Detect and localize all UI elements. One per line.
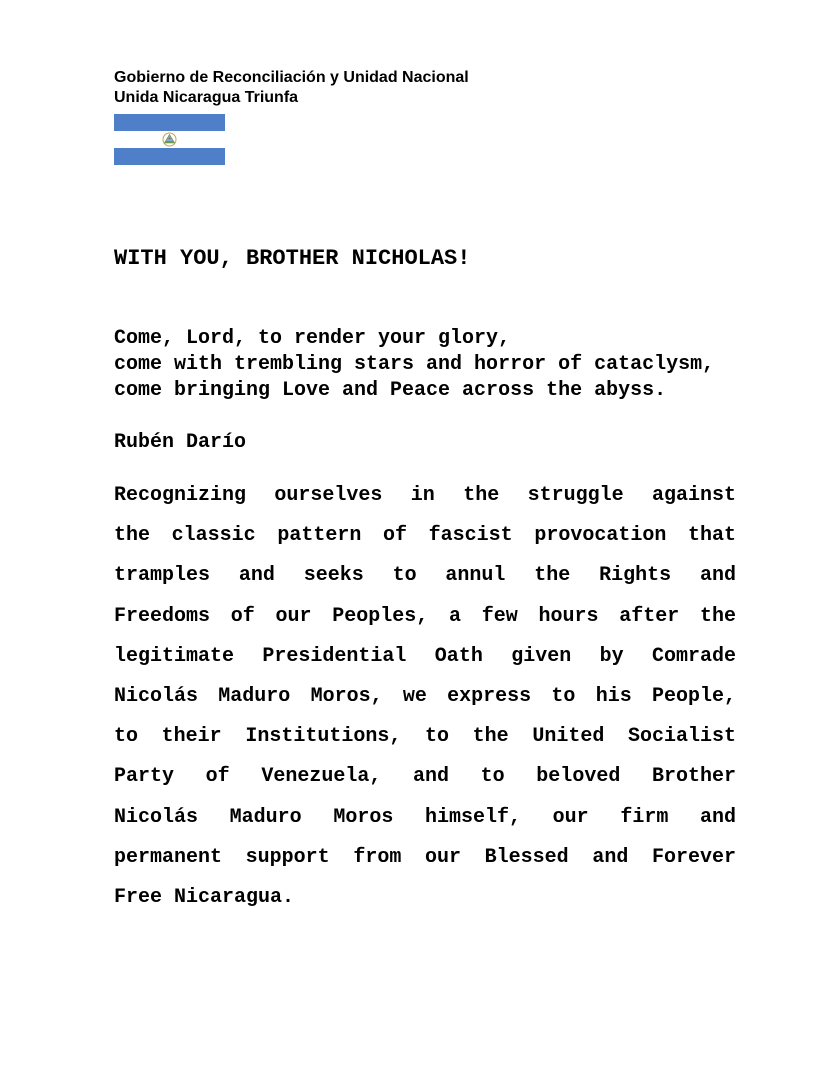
statement-paragraph	[114, 476, 736, 918]
paragraph-line: Nicolás Maduro Moros, we express to his People,	[114, 685, 736, 709]
letterhead	[114, 68, 469, 108]
paragraph-line: Party of Venezuela, and to beloved Brother	[114, 765, 736, 789]
paragraph-line: Free Nicaragua.	[114, 886, 295, 910]
letterhead-slogan: Unida Nicaragua Triunfa	[114, 89, 299, 106]
paragraph-line: Nicolás Maduro Moros himself, our firm and	[114, 805, 736, 829]
poem-line: come bringing Love and Peace across the abyss.	[114, 379, 667, 402]
paragraph-line: Recognizing ourselves in the struggle against	[114, 484, 736, 507]
poem-line: come with trembling stars and horror of cataclysm,	[114, 353, 715, 376]
paragraph-line: tramples and seeks to annul the Rights and	[114, 564, 736, 588]
paragraph-line: to their Institutions, to the United Socialist	[114, 725, 736, 749]
letterhead-government-name: Gobierno de Reconciliación y Unidad Nacional	[114, 69, 469, 86]
poem-author: Rubén Darío	[114, 431, 247, 454]
paragraph-line: Freedoms of our Peoples, a few hours after the	[114, 604, 736, 628]
poem-line: Come, Lord, to render your glory,	[114, 327, 511, 350]
paragraph-line: the classic pattern of fascist provocation that	[114, 524, 736, 548]
paragraph-line: legitimate Presidential Oath given by Comrade	[114, 644, 736, 668]
poem-epigraph	[114, 326, 714, 404]
paragraph-line: permanent support from our Blessed and Forever	[114, 845, 736, 869]
nicaragua-flag-icon	[114, 114, 225, 165]
flag-bottom-stripe	[114, 148, 225, 165]
document-title: WITH YOU, BROTHER NICHOLAS!	[114, 246, 471, 271]
coat-of-arms-icon	[163, 133, 176, 146]
flag-top-stripe	[114, 114, 225, 131]
